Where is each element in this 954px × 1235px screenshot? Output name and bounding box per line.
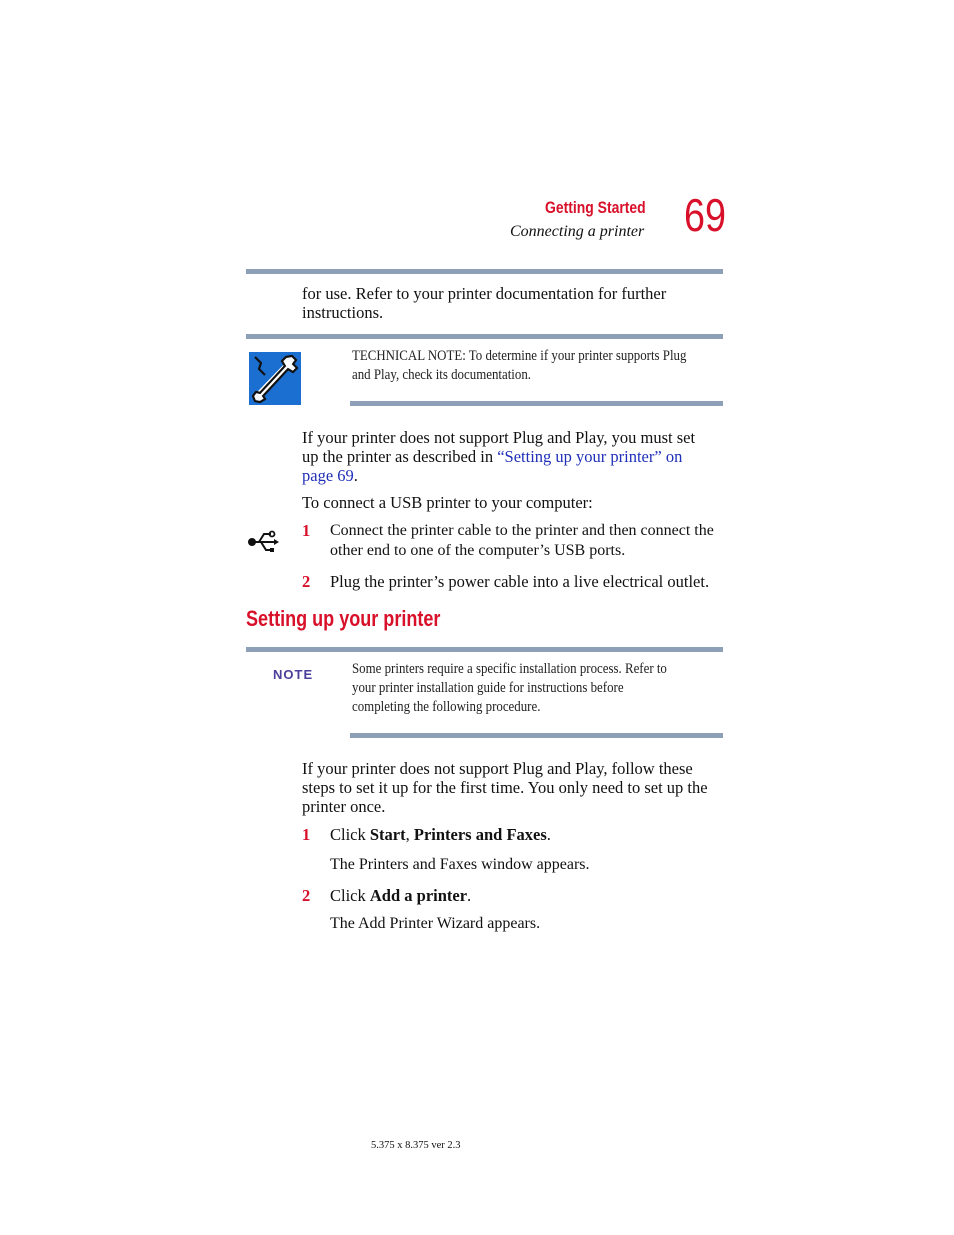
step-result: The Printers and Faxes window appears. <box>330 856 590 873</box>
setup-printer-link[interactable]: “Setting up your printer” on <box>497 447 683 466</box>
setup-step-2 <box>302 886 732 933</box>
tech-note-bottom-rule <box>350 401 723 406</box>
usb-icon <box>247 530 279 554</box>
usb-step-1 <box>302 521 732 560</box>
note-top-rule <box>246 647 723 652</box>
note-line: completing the following procedure. <box>352 699 541 715</box>
paragraph-line: steps to set it up for the first time. You only need to set up the <box>302 778 708 797</box>
step-text: . <box>467 886 472 905</box>
footer-version: 5.375 x 8.375 ver 2.3 <box>371 1140 461 1151</box>
header-subsection-title: Connecting a printer <box>510 223 645 240</box>
paragraph-line: If your printer does not support Plug and Play, you must set <box>302 428 696 447</box>
tech-note-line: and Play, check its documentation. <box>352 367 532 383</box>
intro-line: for use. Refer to your printer documentation for further <box>302 284 667 303</box>
page-number: 69 <box>684 189 726 241</box>
header-rule <box>246 269 723 274</box>
note-text <box>352 660 718 717</box>
step-number: 1 <box>302 521 311 540</box>
tech-note-text <box>352 347 741 385</box>
step-text: , <box>405 825 414 844</box>
start-menu-label: Start <box>369 825 406 844</box>
tech-note-top-rule <box>246 334 723 339</box>
step-text: Connect the printer cable to the printer and then connect the <box>330 522 714 539</box>
note-line: Some printers require a specific installation process. Refer to <box>352 661 667 677</box>
plug-and-play-paragraph <box>302 428 732 485</box>
step-text: Click <box>330 886 370 905</box>
tech-note-line: TECHNICAL NOTE: To determine if your printer supports Plug <box>352 348 687 364</box>
step-number: 2 <box>302 572 311 591</box>
printers-and-faxes-label: Printers and Faxes <box>413 825 547 844</box>
step-number: 2 <box>302 886 311 905</box>
step-text: Plug the printer’s power cable into a live electrical outlet. <box>330 572 710 591</box>
paragraph-line: If your printer does not support Plug and Play, follow these <box>302 759 693 778</box>
intro-line: instructions. <box>302 303 384 322</box>
step-text: other end to one of the computer’s USB ports. <box>330 542 626 559</box>
page-link[interactable]: page 69 <box>302 466 354 485</box>
note-line: your printer installation guide for instructions before <box>352 680 624 696</box>
note-label: NOTE <box>273 667 314 682</box>
step-number: 1 <box>302 825 311 844</box>
header-section-title: Getting Started <box>545 198 646 217</box>
setup-paragraph <box>302 759 742 816</box>
wrench-icon <box>249 352 301 405</box>
setup-step-1 <box>302 825 732 874</box>
usb-step-2 <box>302 572 742 591</box>
step-text: Click <box>330 825 370 844</box>
paragraph-punctuation: . <box>353 466 358 485</box>
paragraph-line: up the printer as described in <box>302 447 498 466</box>
step-result: The Add Printer Wizard appears. <box>330 915 541 932</box>
note-bottom-rule <box>350 733 723 738</box>
usb-intro: To connect a USB printer to your computer: <box>302 493 593 512</box>
add-a-printer-label: Add a printer <box>369 886 468 905</box>
intro-paragraph <box>302 284 732 322</box>
step-text: . <box>546 825 551 844</box>
section-heading: Setting up your printer <box>246 606 441 631</box>
paragraph-line: printer once. <box>302 797 386 816</box>
